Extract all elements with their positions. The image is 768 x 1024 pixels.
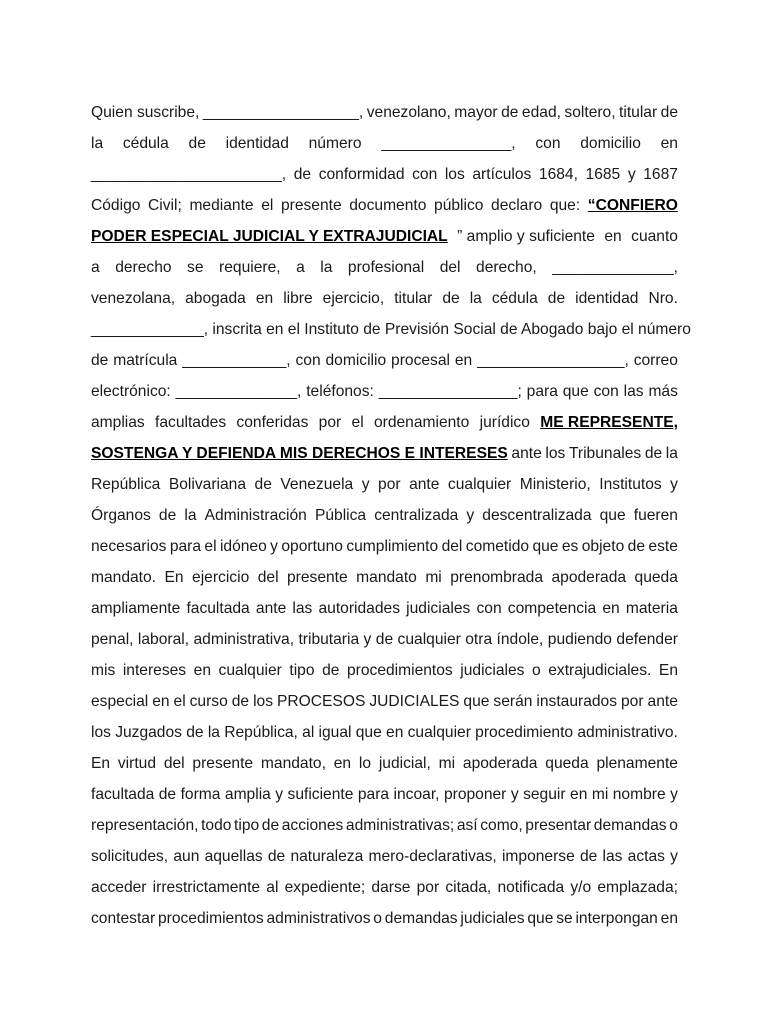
word: conferidas bbox=[236, 414, 309, 431]
word: objeto bbox=[581, 538, 625, 555]
word: con bbox=[535, 135, 561, 152]
word: se bbox=[556, 910, 573, 927]
word: cualquier bbox=[397, 631, 461, 648]
word: en bbox=[454, 352, 473, 369]
text-line bbox=[91, 438, 678, 469]
word: mediante bbox=[189, 197, 254, 214]
word: amplias bbox=[91, 414, 145, 431]
text-line bbox=[91, 469, 678, 500]
word: 1684, bbox=[538, 166, 578, 183]
word: judiciales bbox=[460, 910, 525, 927]
text-line bbox=[91, 97, 678, 128]
word: amplia bbox=[224, 786, 271, 803]
word: ejercicio bbox=[192, 569, 250, 586]
text-line bbox=[91, 593, 678, 624]
text-line bbox=[91, 841, 678, 872]
word: los bbox=[91, 724, 111, 741]
word: curso bbox=[189, 693, 228, 710]
word: emplazada; bbox=[597, 879, 678, 896]
word: prenombrada bbox=[450, 569, 544, 586]
word: soltero, bbox=[564, 104, 616, 121]
text-line bbox=[91, 779, 678, 810]
word: serán bbox=[493, 693, 533, 710]
text-line bbox=[91, 872, 678, 903]
word: y bbox=[670, 848, 678, 865]
word: ampliamente bbox=[91, 600, 181, 617]
word: o bbox=[373, 910, 382, 927]
word: irrestrictamente bbox=[152, 879, 261, 896]
word: especial bbox=[91, 693, 149, 710]
word: judiciales bbox=[460, 662, 525, 679]
word: tipo bbox=[234, 817, 260, 834]
word: citada, bbox=[445, 879, 492, 896]
word: darse bbox=[371, 879, 411, 896]
word: número bbox=[308, 135, 362, 152]
word: y bbox=[510, 786, 519, 803]
word: mandato, bbox=[260, 755, 326, 772]
word: judiciales bbox=[406, 600, 471, 617]
word: que bbox=[532, 538, 559, 555]
word: de bbox=[254, 476, 272, 493]
word: documento bbox=[349, 197, 427, 214]
word: en bbox=[660, 135, 678, 152]
word: mi bbox=[425, 569, 442, 586]
word: teléfonos: bbox=[306, 383, 374, 400]
word: Institutos bbox=[599, 476, 662, 493]
word: ” amplio y suficiente bbox=[457, 228, 595, 245]
word: mi bbox=[438, 755, 456, 772]
word: oportuno bbox=[281, 538, 343, 555]
word: facultades bbox=[155, 414, 227, 431]
text-line bbox=[91, 810, 678, 841]
word: interpongan bbox=[575, 910, 658, 927]
word: así bbox=[456, 817, 478, 834]
word: representación, bbox=[91, 817, 199, 834]
word: en bbox=[604, 228, 622, 245]
word: ante bbox=[409, 476, 440, 493]
word: presente bbox=[280, 197, 342, 214]
word: la bbox=[320, 259, 333, 276]
word: el bbox=[173, 693, 186, 710]
word: administrativa, bbox=[193, 631, 295, 648]
word: edad, bbox=[521, 104, 561, 121]
word: Órganos bbox=[91, 507, 151, 524]
word: como, bbox=[480, 817, 523, 834]
text-line bbox=[91, 531, 678, 562]
word: para bbox=[169, 538, 202, 555]
word: en bbox=[333, 755, 352, 772]
word: cédula bbox=[122, 135, 169, 152]
word: y bbox=[270, 538, 278, 555]
word: materia bbox=[625, 600, 678, 617]
blank-field: ______________, bbox=[175, 383, 302, 400]
word: mandato bbox=[356, 569, 417, 586]
word: administrativas; bbox=[345, 817, 455, 834]
word: plenamente bbox=[596, 755, 678, 772]
text-line bbox=[91, 407, 678, 438]
word: 1685 bbox=[585, 166, 621, 183]
word: requiere, bbox=[219, 259, 281, 276]
word: Venezuela bbox=[280, 476, 354, 493]
blank-field: _______________, bbox=[381, 135, 516, 152]
word: presente bbox=[287, 569, 348, 586]
word: de bbox=[547, 290, 566, 307]
word: en bbox=[602, 600, 620, 617]
word: en bbox=[386, 724, 404, 741]
word: índole, bbox=[496, 631, 544, 648]
text-line bbox=[91, 345, 678, 376]
text-line bbox=[91, 624, 678, 655]
word: cualquier bbox=[407, 724, 471, 741]
word: de bbox=[644, 445, 663, 462]
text-line bbox=[91, 221, 678, 252]
word: y bbox=[361, 476, 370, 493]
word: la bbox=[184, 507, 197, 524]
word: lo bbox=[358, 755, 372, 772]
blank-field: ______________, bbox=[552, 259, 678, 276]
text-line bbox=[91, 190, 678, 221]
word: intereses bbox=[122, 662, 187, 679]
text-line bbox=[91, 717, 678, 748]
word: notificada bbox=[497, 879, 565, 896]
word: demandas bbox=[593, 817, 667, 834]
word: que bbox=[527, 910, 554, 927]
word: derecho bbox=[115, 259, 172, 276]
word: idóneo bbox=[219, 538, 267, 555]
word: Bolivariana bbox=[168, 476, 247, 493]
word: facultada bbox=[186, 600, 250, 617]
word: Tribunales bbox=[568, 445, 642, 462]
word: cédula bbox=[491, 290, 538, 307]
word: virtud bbox=[117, 755, 157, 772]
word: expediente; bbox=[284, 879, 366, 896]
word: aun bbox=[173, 848, 200, 865]
word: jurídico bbox=[479, 414, 530, 431]
word: queda bbox=[545, 755, 589, 772]
word: la bbox=[207, 724, 220, 741]
word: administrativo. bbox=[577, 724, 678, 741]
emphasized-phrase: ME REPRESENTE, bbox=[540, 414, 678, 431]
text-line bbox=[91, 500, 678, 531]
word: a bbox=[91, 259, 100, 276]
word: competencia bbox=[507, 600, 597, 617]
word: de bbox=[442, 290, 460, 307]
word: pudiendo bbox=[547, 631, 612, 648]
word: y/o bbox=[570, 879, 592, 896]
word: o bbox=[669, 817, 678, 834]
word: las bbox=[292, 600, 313, 617]
word: de bbox=[186, 724, 204, 741]
word: Administración bbox=[204, 507, 307, 524]
word: acciones bbox=[281, 817, 344, 834]
word: necesarios bbox=[91, 538, 167, 555]
word: procedimientos bbox=[157, 910, 264, 927]
word: por bbox=[621, 693, 644, 710]
word: cometido bbox=[465, 538, 530, 555]
word: libre bbox=[283, 290, 313, 307]
word: defender bbox=[616, 631, 678, 648]
text-line bbox=[91, 159, 678, 190]
word: la bbox=[469, 290, 482, 307]
word: de bbox=[188, 135, 206, 152]
word: autoridades bbox=[318, 600, 400, 617]
word: del bbox=[163, 755, 185, 772]
word: a bbox=[296, 259, 305, 276]
word: público bbox=[434, 197, 484, 214]
word: aquellas bbox=[204, 848, 263, 865]
word: de bbox=[267, 848, 286, 865]
word: por bbox=[416, 879, 440, 896]
word: procesal bbox=[391, 352, 450, 369]
word: administrativos bbox=[266, 910, 371, 927]
word: con bbox=[476, 600, 502, 617]
word: queda bbox=[634, 569, 678, 586]
word: facultada bbox=[91, 786, 155, 803]
word: acceder bbox=[91, 879, 147, 896]
word: centralizada bbox=[374, 507, 459, 524]
word: nombre bbox=[612, 786, 666, 803]
word: y bbox=[363, 631, 372, 648]
word: declaro bbox=[491, 197, 543, 214]
emphasized-phrase: PODER ESPECIAL JUDICIAL Y EXTRAJUDICIAL bbox=[91, 228, 448, 245]
word: y bbox=[466, 507, 475, 524]
word: de bbox=[501, 104, 519, 121]
word: En bbox=[91, 755, 111, 772]
word: es bbox=[561, 538, 579, 555]
word: de bbox=[660, 104, 678, 121]
text-line bbox=[91, 655, 678, 686]
word: profesional bbox=[347, 259, 425, 276]
word: mayor bbox=[454, 104, 498, 121]
word: de bbox=[231, 693, 250, 710]
word: venezolano, bbox=[366, 104, 451, 121]
word: naturaleza bbox=[290, 848, 364, 865]
word: electrónico: bbox=[91, 383, 171, 400]
word: las bbox=[623, 383, 644, 400]
word: todo bbox=[201, 817, 232, 834]
word: otra bbox=[465, 631, 493, 648]
word: los bbox=[444, 166, 465, 183]
text-line bbox=[91, 314, 691, 345]
word: mandato. bbox=[91, 569, 157, 586]
word: con bbox=[593, 383, 619, 400]
word: laboral, bbox=[137, 631, 190, 648]
word: o bbox=[531, 662, 541, 679]
text-line bbox=[91, 562, 678, 593]
word: este bbox=[648, 538, 678, 555]
word: de bbox=[579, 848, 598, 865]
word: derecho, bbox=[476, 259, 537, 276]
word: procedimiento bbox=[475, 724, 574, 741]
word: y bbox=[670, 476, 678, 493]
blank-field: __________________, bbox=[202, 104, 364, 121]
word: seguir bbox=[523, 786, 566, 803]
word: en bbox=[660, 910, 678, 927]
word: incoar, bbox=[393, 786, 440, 803]
word: de bbox=[158, 507, 177, 524]
word: Civil; bbox=[148, 197, 182, 214]
word: tipo bbox=[289, 662, 315, 679]
word: tributaria bbox=[298, 631, 360, 648]
word: cuanto bbox=[631, 228, 678, 245]
word: identidad bbox=[225, 135, 289, 152]
word: Quien suscribe, bbox=[91, 104, 200, 121]
word: cumplimiento bbox=[346, 538, 439, 555]
word: presentar bbox=[525, 817, 592, 834]
word: mi bbox=[591, 786, 609, 803]
word: mis bbox=[91, 662, 116, 679]
word: y bbox=[627, 166, 636, 183]
word: para bbox=[526, 383, 558, 400]
word: y bbox=[670, 786, 678, 803]
word: en bbox=[193, 662, 211, 679]
word: de bbox=[627, 538, 645, 555]
word: Pública bbox=[314, 507, 367, 524]
word: cualquier bbox=[218, 662, 282, 679]
word: más bbox=[648, 383, 678, 400]
word: el bbox=[261, 197, 274, 214]
word: contestar bbox=[91, 910, 156, 927]
emphasized-phrase: “CONFIERO bbox=[587, 197, 678, 214]
word: conformidad bbox=[318, 166, 405, 183]
word: apoderada bbox=[551, 569, 627, 586]
word: titular bbox=[619, 104, 658, 121]
text-line bbox=[91, 686, 678, 717]
word: con bbox=[412, 166, 438, 183]
word: se bbox=[187, 259, 204, 276]
word: República, bbox=[224, 724, 298, 741]
word: 1687 bbox=[643, 166, 678, 183]
text-line bbox=[91, 376, 678, 407]
text-line bbox=[91, 283, 678, 314]
word: _____________, inscrita en el Instituto de Previsión Social de Abogado bajo el número bbox=[91, 321, 691, 338]
word: ejercicio, bbox=[322, 290, 385, 307]
word: la bbox=[665, 445, 678, 462]
word: presente bbox=[192, 755, 254, 772]
word: en bbox=[570, 786, 588, 803]
word: del bbox=[257, 569, 279, 586]
word: ante bbox=[255, 600, 287, 617]
word: los bbox=[545, 445, 566, 462]
blank-field: ______________________, bbox=[91, 166, 287, 183]
word: al bbox=[266, 879, 279, 896]
word: judicial, bbox=[378, 755, 431, 772]
word: demandas bbox=[384, 910, 458, 927]
word: y bbox=[275, 786, 284, 803]
word: Juzgados bbox=[115, 724, 182, 741]
word: del bbox=[441, 538, 463, 555]
word: igual bbox=[318, 724, 352, 741]
word: de bbox=[375, 631, 394, 648]
word: ante bbox=[647, 693, 678, 710]
word: de bbox=[322, 662, 340, 679]
word: venezolana, bbox=[91, 290, 176, 307]
word: cualquier bbox=[447, 476, 512, 493]
word: En bbox=[164, 569, 184, 586]
text-line bbox=[91, 748, 678, 779]
word: PROCESOS bbox=[276, 693, 366, 710]
word: el bbox=[351, 414, 364, 431]
word: que bbox=[562, 383, 589, 400]
emphasized-phrase: SOSTENGA Y DEFIENDA MIS DERECHOS E INTERESES bbox=[91, 445, 508, 462]
word: identidad bbox=[575, 290, 639, 307]
text-line bbox=[91, 252, 678, 283]
word: de bbox=[261, 817, 280, 834]
word: fueren bbox=[633, 507, 678, 524]
word: los bbox=[253, 693, 273, 710]
word: por bbox=[318, 414, 342, 431]
word: procedimientos bbox=[346, 662, 453, 679]
word: la bbox=[91, 135, 104, 152]
word: el bbox=[204, 538, 217, 555]
word: suficiente bbox=[287, 786, 354, 803]
word: titular bbox=[394, 290, 433, 307]
word: penal, bbox=[91, 631, 134, 648]
word: Nro. bbox=[648, 290, 678, 307]
word: matrícula bbox=[113, 352, 178, 369]
word: actas bbox=[627, 848, 665, 865]
word: En bbox=[658, 662, 678, 679]
word: con bbox=[295, 352, 321, 369]
word: que bbox=[463, 693, 490, 710]
text-line bbox=[91, 128, 678, 159]
text-line bbox=[91, 903, 678, 934]
word: de bbox=[158, 786, 177, 803]
word: imponerse bbox=[501, 848, 575, 865]
word: Ministerio, bbox=[519, 476, 591, 493]
word: ordenamiento bbox=[373, 414, 470, 431]
word: domicilio bbox=[580, 135, 641, 152]
blank-field: ____________, bbox=[182, 352, 291, 369]
word: extrajudiciales. bbox=[548, 662, 652, 679]
word: de bbox=[293, 166, 312, 183]
word: de bbox=[91, 352, 109, 369]
word: correo bbox=[633, 352, 678, 369]
word: que: bbox=[549, 197, 581, 214]
word: forma bbox=[180, 786, 221, 803]
blank-field: _________________, bbox=[477, 352, 629, 369]
word: apoderada bbox=[462, 755, 538, 772]
word: las bbox=[602, 848, 623, 865]
word: proponer bbox=[443, 786, 507, 803]
word: que bbox=[599, 507, 626, 524]
word: Código bbox=[91, 197, 141, 214]
word: República bbox=[91, 476, 161, 493]
word: al bbox=[302, 724, 315, 741]
word: JUDICIALES bbox=[369, 693, 460, 710]
word: para bbox=[357, 786, 390, 803]
word: ante bbox=[511, 445, 542, 462]
word: solicitudes, bbox=[91, 848, 169, 865]
word: por bbox=[378, 476, 401, 493]
blank-field: ________________; bbox=[378, 383, 522, 400]
word: en bbox=[255, 290, 274, 307]
word: descentralizada bbox=[482, 507, 592, 524]
word: instaurados bbox=[536, 693, 618, 710]
word: mero-declarativas, bbox=[368, 848, 497, 865]
word: que bbox=[355, 724, 382, 741]
word: del bbox=[439, 259, 461, 276]
word: domicilio bbox=[325, 352, 387, 369]
word: artículos bbox=[472, 166, 532, 183]
word: abogada bbox=[185, 290, 246, 307]
word: en bbox=[152, 693, 170, 710]
